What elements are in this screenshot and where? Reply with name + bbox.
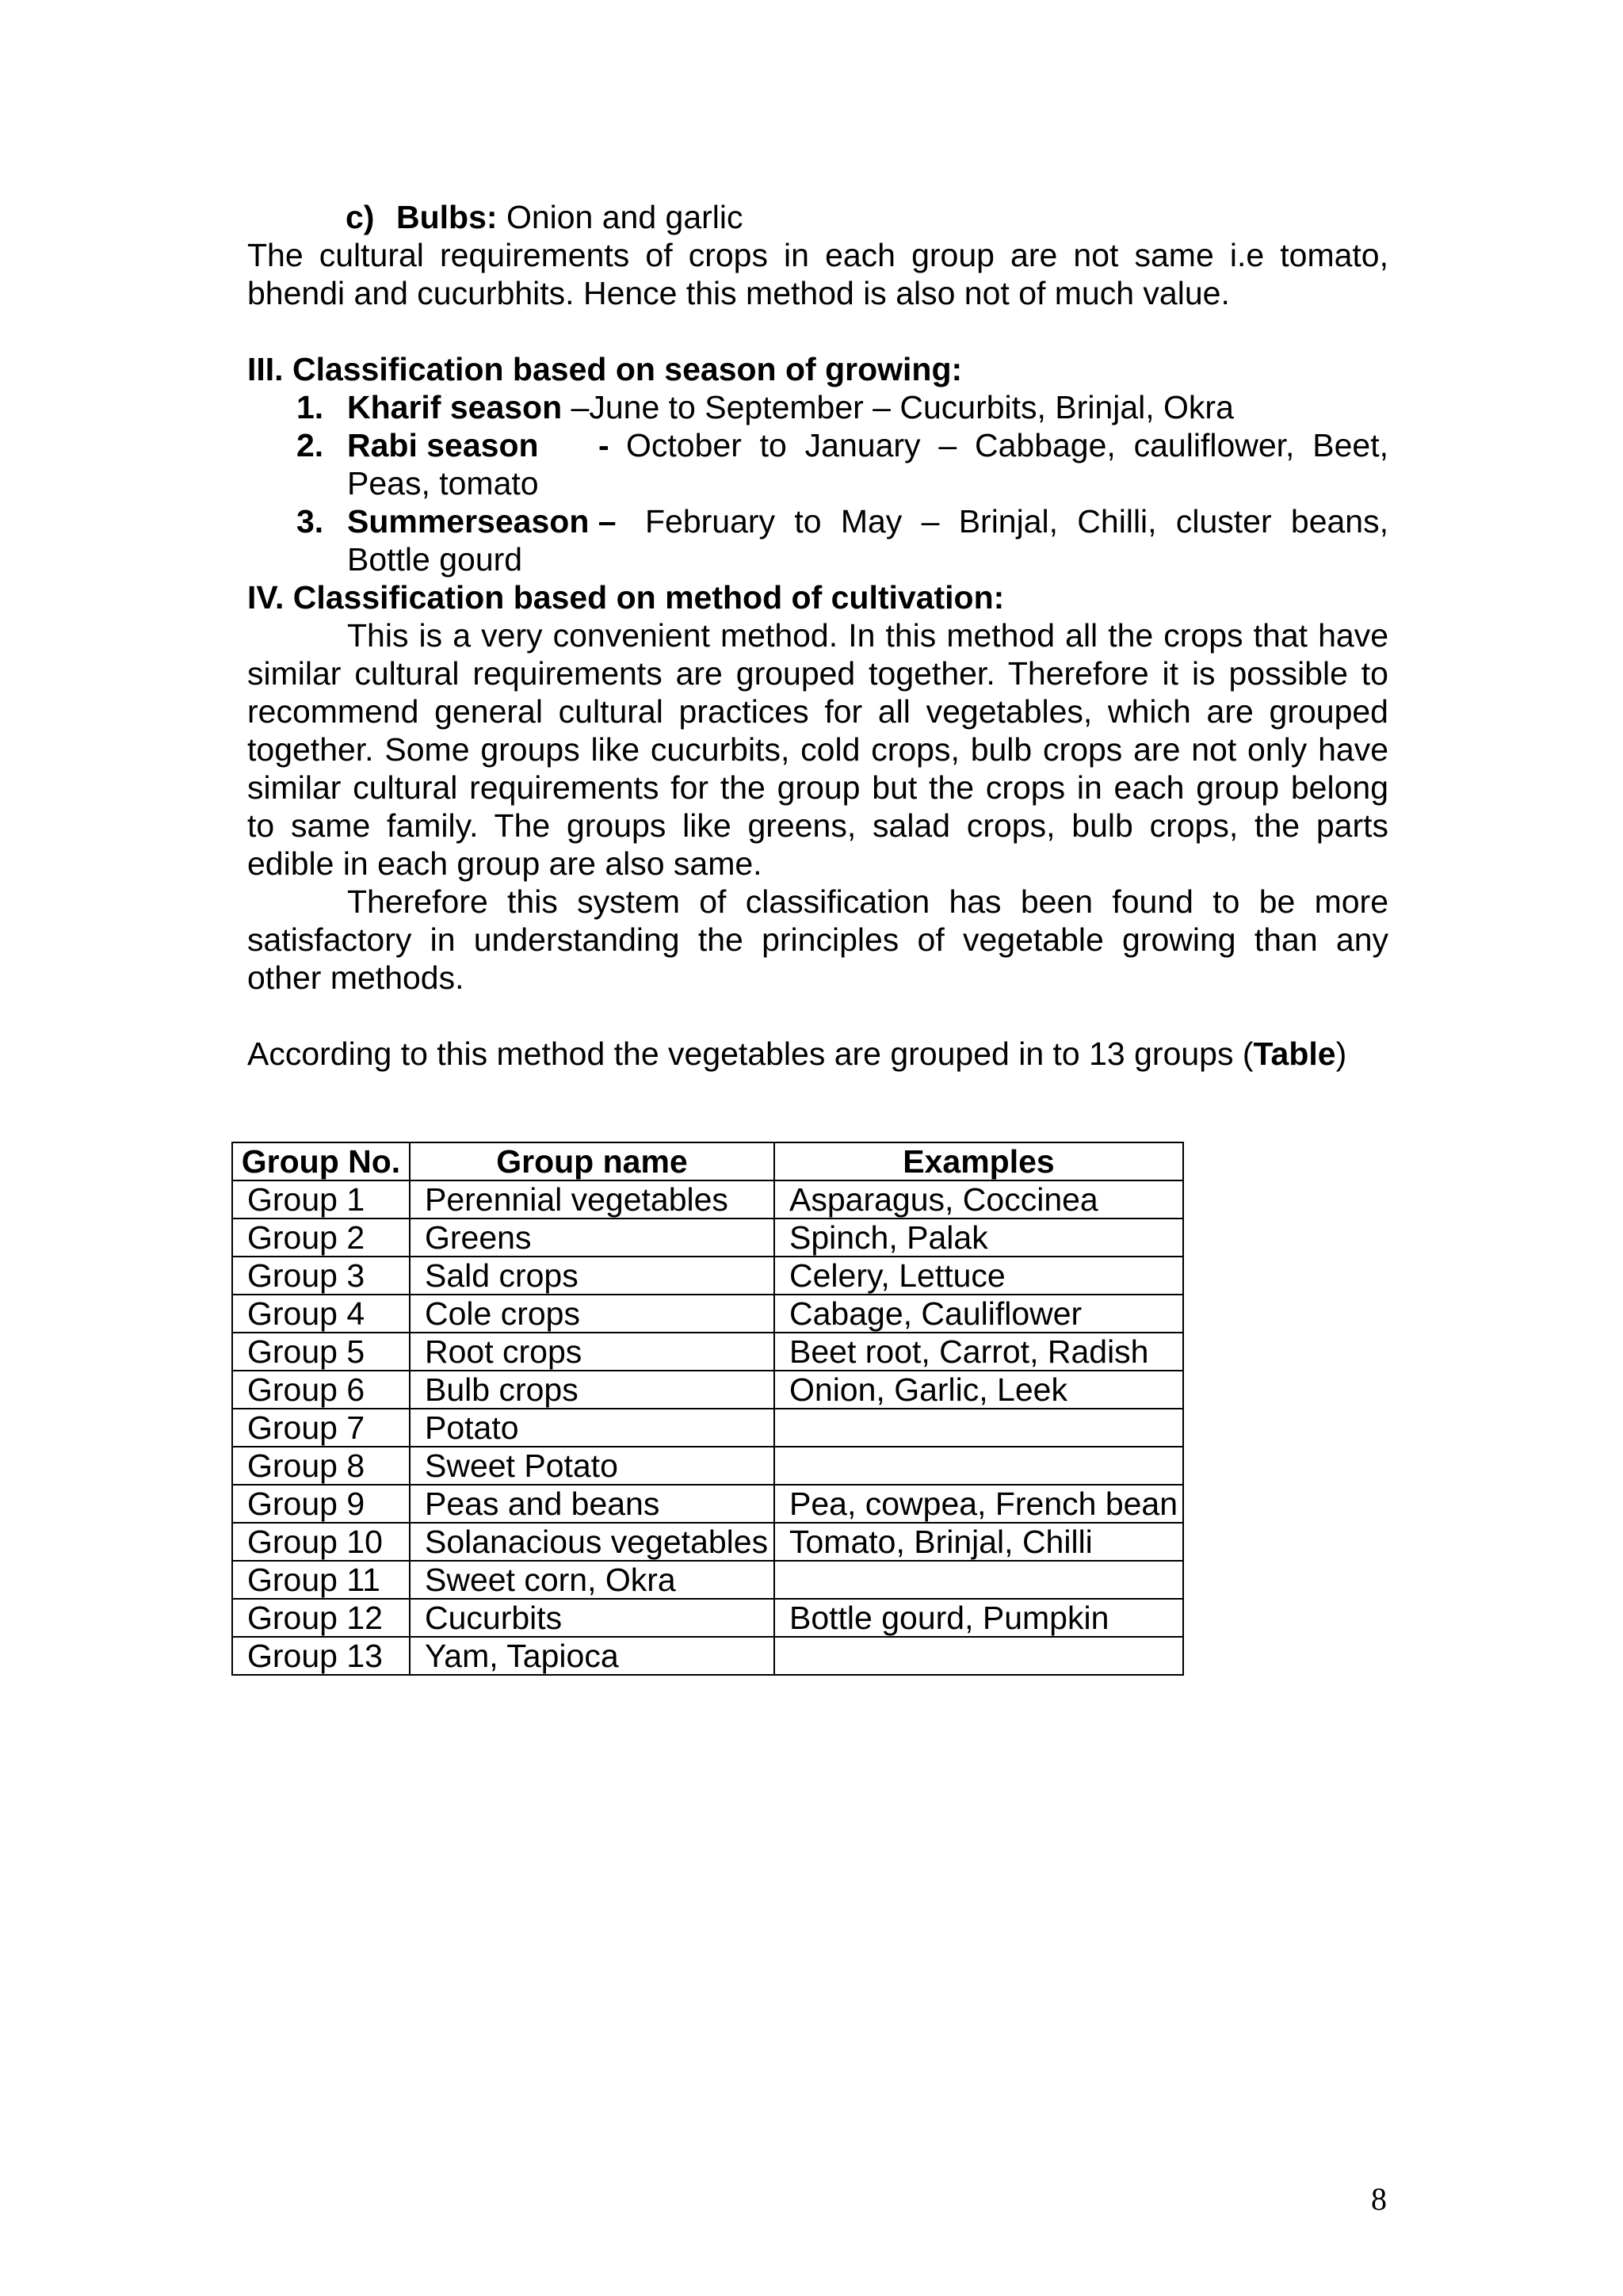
- cell-group-name: Bulb crops: [410, 1371, 774, 1409]
- season-item-name: Summerseason –: [347, 503, 617, 540]
- cell-group-no: Group 5: [232, 1333, 410, 1371]
- season-item-name: Kharif season: [347, 389, 563, 425]
- season-item-text: February to May – Brinjal, Chilli, cluster beans,: [645, 503, 1388, 540]
- season-item-content: [347, 388, 1234, 426]
- paragraph-line: similar cultural requirements are grouped together. Therefore it is possible to: [247, 655, 1388, 692]
- cell-group-no: Group 7: [232, 1409, 410, 1447]
- cell-examples: Spinch, Palak: [774, 1219, 1183, 1257]
- cell-group-name: Perennial vegetables: [410, 1180, 774, 1219]
- table-reference: Table: [1253, 1035, 1336, 1072]
- season-item-number: 2.: [296, 427, 324, 463]
- header-examples: Examples: [774, 1142, 1183, 1180]
- cell-examples: [774, 1409, 1183, 1447]
- cell-group-name: Greens: [410, 1219, 774, 1257]
- cell-group-name: Sald crops: [410, 1257, 774, 1295]
- cell-group-no: Group 6: [232, 1371, 410, 1409]
- season-item-dash: -: [598, 427, 609, 463]
- season-item-text: –June to September – Cucurbits, Brinjal, Okra: [562, 389, 1234, 425]
- cell-group-name: Sweet corn, Okra: [410, 1561, 774, 1599]
- paragraph-line: together. Some groups like cucurbits, cold crops, bulb crops are not only have: [247, 731, 1388, 768]
- header-group-name: Group name: [410, 1142, 774, 1180]
- according-close: ): [1335, 1035, 1347, 1072]
- cell-examples: [774, 1561, 1183, 1599]
- season-item-kharif: [247, 388, 1388, 426]
- table-body: [232, 1180, 1183, 1675]
- season-item-summer: [247, 502, 1388, 540]
- cell-examples: Bottle gourd, Pumpkin: [774, 1599, 1183, 1637]
- paragraph-line: Therefore this system of classification has been found to be more: [347, 883, 1388, 920]
- table-row: [232, 1523, 1183, 1561]
- table-row: [232, 1637, 1183, 1675]
- cell-group-no: Group 2: [232, 1219, 410, 1257]
- cell-group-no: Group 13: [232, 1637, 410, 1675]
- bulbs-text-wrap: [396, 198, 743, 236]
- section4-heading: IV. Classification based on method of cultivation:: [247, 579, 1005, 616]
- bulbs-text: Onion and garlic: [497, 199, 743, 235]
- cell-group-no: Group 3: [232, 1257, 410, 1295]
- cell-group-name: Potato: [410, 1409, 774, 1447]
- table-header-row: [232, 1142, 1183, 1180]
- cell-group-no: Group 10: [232, 1523, 410, 1561]
- cell-group-name: Root crops: [410, 1333, 774, 1371]
- cell-examples: [774, 1447, 1183, 1485]
- section3-heading: III. Classification based on season of growing:: [247, 351, 963, 387]
- paragraph-line: to same family. The groups like greens, salad crops, bulb crops, the parts: [247, 807, 1388, 844]
- cell-group-no: Group 1: [232, 1180, 410, 1219]
- cell-examples: Celery, Lettuce: [774, 1257, 1183, 1295]
- para1-line2: bhendi and cucurbhits. Hence this method is also not of much value.: [247, 275, 1230, 311]
- season-item-number: 1.: [296, 389, 324, 425]
- bulbs-line: [247, 198, 1388, 236]
- paragraph-line: This is a very convenient method. In this method all the crops that have: [347, 617, 1388, 654]
- paragraph-line: recommend general cultural practices for all vegetables, which are grouped: [247, 693, 1388, 730]
- season-item-number: 3.: [296, 503, 324, 540]
- cell-group-no: Group 4: [232, 1295, 410, 1333]
- cell-group-no: Group 11: [232, 1561, 410, 1599]
- table-row: [232, 1561, 1183, 1599]
- cell-group-name: Cole crops: [410, 1295, 774, 1333]
- cell-examples: Asparagus, Coccinea: [774, 1180, 1183, 1219]
- page-number: 8: [1371, 2181, 1387, 2217]
- according-text: According to this method the vegetables are grouped in to 13 groups (: [247, 1035, 1254, 1072]
- cell-group-no: Group 8: [232, 1447, 410, 1485]
- cell-examples: Onion, Garlic, Leek: [774, 1371, 1183, 1409]
- table-row: [232, 1485, 1183, 1523]
- cell-examples: [774, 1637, 1183, 1675]
- cell-examples: Pea, cowpea, French bean: [774, 1485, 1183, 1523]
- table-row: [232, 1295, 1183, 1333]
- cell-group-name: Solanacious vegetables: [410, 1523, 774, 1561]
- table-row: [232, 1257, 1183, 1295]
- table-row: [232, 1447, 1183, 1485]
- cell-group-no: Group 12: [232, 1599, 410, 1637]
- cell-group-name: Sweet Potato: [410, 1447, 774, 1485]
- cell-examples: Cabage, Cauliflower: [774, 1295, 1183, 1333]
- table-row: [232, 1180, 1183, 1219]
- cell-group-name: Peas and beans: [410, 1485, 774, 1523]
- bulbs-label: c): [346, 199, 375, 235]
- season-item-text: October to January – Cabbage, cauliflower, Beet,: [626, 427, 1388, 463]
- table-row: [232, 1409, 1183, 1447]
- season-item-continuation: Peas, tomato: [347, 465, 539, 502]
- cell-examples: Beet root, Carrot, Radish: [774, 1333, 1183, 1371]
- bulbs-title: Bulbs:: [396, 199, 498, 235]
- season-item-continuation: Bottle gourd: [347, 541, 523, 578]
- header-group-no: Group No.: [232, 1142, 410, 1180]
- table-row: [232, 1333, 1183, 1371]
- paragraph-line: edible in each group are also same.: [247, 845, 762, 882]
- according-line: [247, 1035, 1388, 1073]
- cell-examples: Tomato, Brinjal, Chilli: [774, 1523, 1183, 1561]
- cell-group-no: Group 9: [232, 1485, 410, 1523]
- table-row: [232, 1371, 1183, 1409]
- paragraph-line: other methods.: [247, 959, 464, 996]
- cell-group-name: Yam, Tapioca: [410, 1637, 774, 1675]
- paragraph-line: satisfactory in understanding the principles of vegetable growing than any: [247, 921, 1388, 958]
- para1-line1: The cultural requirements of crops in each group are not same i.e tomato,: [247, 237, 1388, 273]
- table-row: [232, 1219, 1183, 1257]
- paragraph-line: similar cultural requirements for the group but the crops in each group belong: [247, 769, 1388, 806]
- cell-group-name: Cucurbits: [410, 1599, 774, 1637]
- season-item-rabi: [247, 426, 1388, 464]
- vegetable-groups-table: [231, 1142, 1184, 1676]
- season-item-name: Rabi season: [347, 427, 539, 463]
- table-row: [232, 1599, 1183, 1637]
